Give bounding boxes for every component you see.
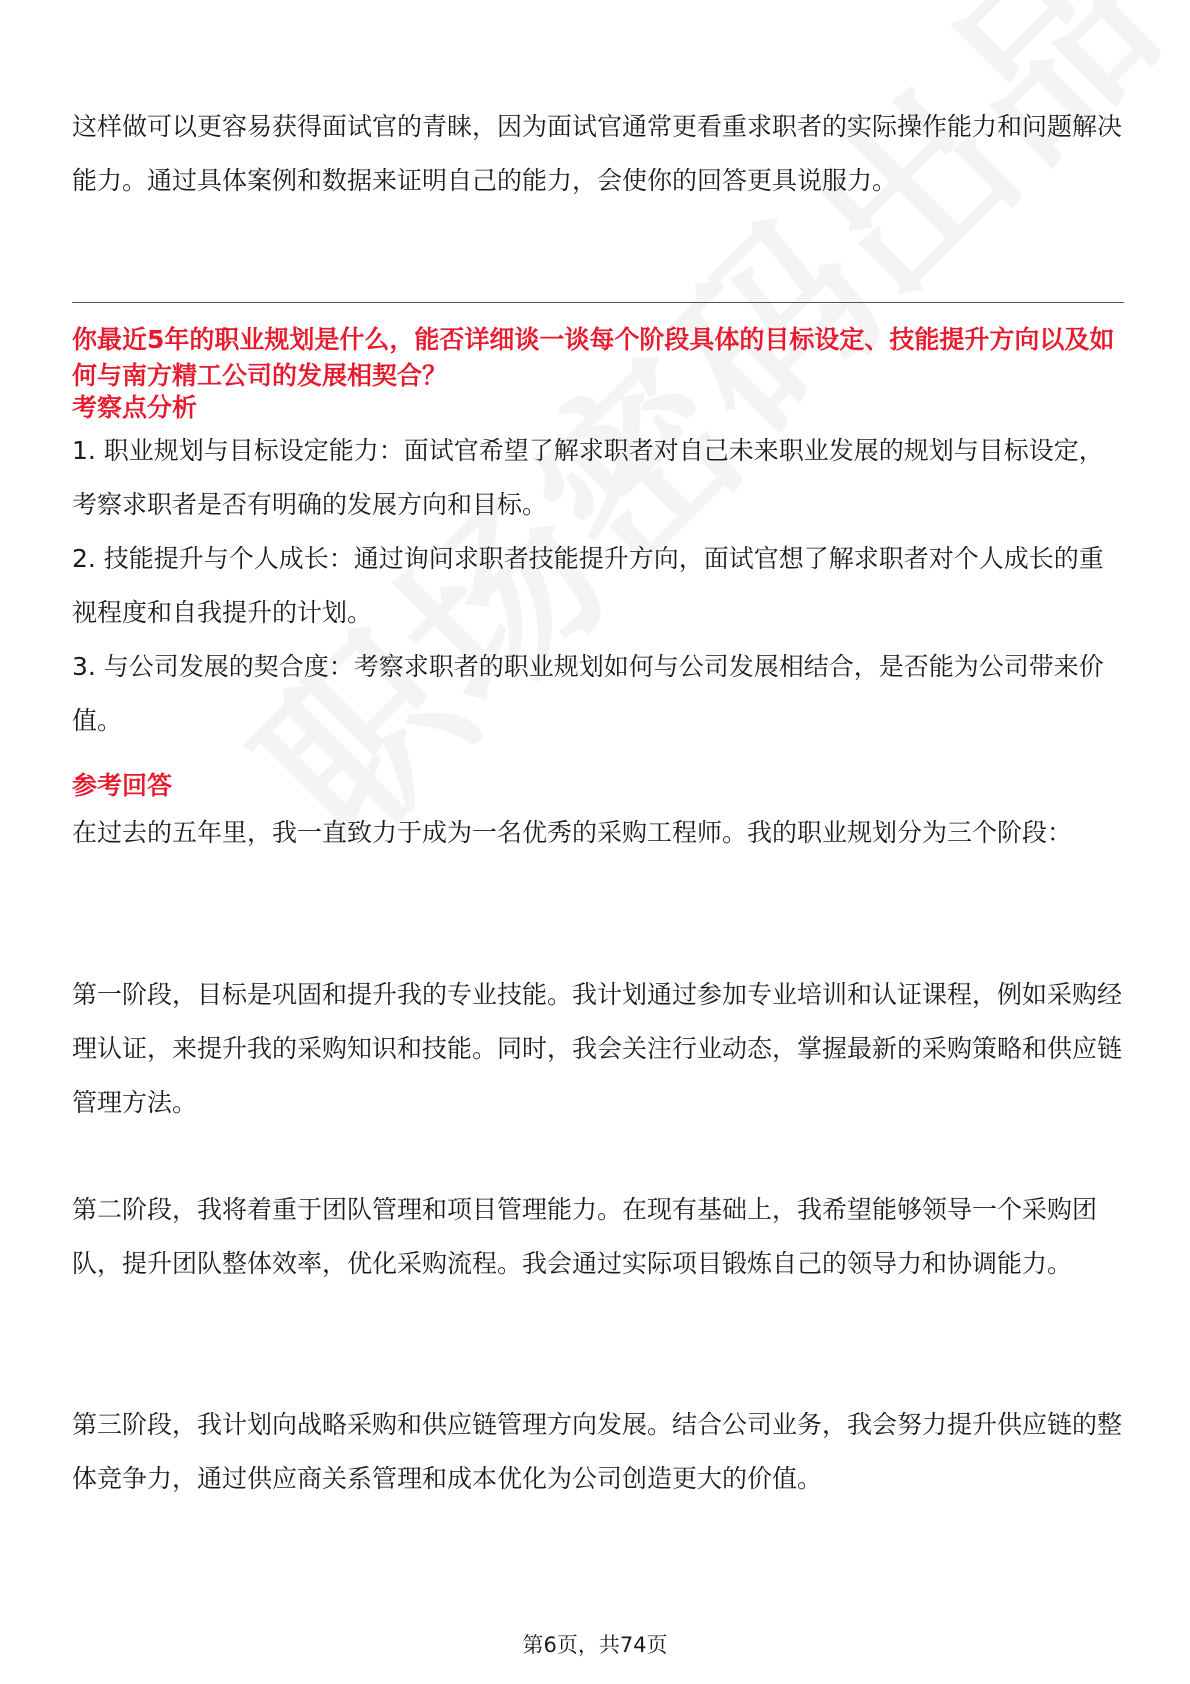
interview-question: 你最近5年的职业规划是什么，能否详细谈一谈每个阶段具体的目标设定、技能提升方向以及如何与南方精工公司的发展相契合？ [72, 325, 1115, 390]
analysis-point-2: 2. 技能提升与个人成长：通过询问求职者技能提升方向，面试官想了解求职者对个人成长的重视程度和自我提升的计划。 [72, 544, 1104, 627]
analysis-point-3: 3. 与公司发展的契合度：考察求职者的职业规划如何与公司发展相结合，是否能为公司带来价值。 [72, 652, 1104, 735]
analysis-point-1: 1. 职业规划与目标设定能力：面试官希望了解求职者对自己未来职业发展的规划与目标设定，考察求职者是否有明确的发展方向和目标。 [72, 436, 1104, 519]
answer-paragraph-intro: 在过去的五年里，我一直致力于成为一名优秀的采购工程师。我的职业规划分为三个阶段： [72, 818, 1073, 847]
answer-paragraph-stage-1: 第一阶段，目标是巩固和提升我的专业技能。我计划通过参加专业培训和认证课程，例如采购经理认证，来提升我的采购知识和技能。同时，我会关注行业动态，掌握最新的采购策略和供应链管理方法。 [72, 980, 1123, 1117]
analysis-heading: 考察点分析 [72, 393, 198, 422]
page-number: 第6页，共74页 [522, 1633, 668, 1657]
section-divider [72, 302, 1124, 303]
answer-heading: 参考回答 [72, 771, 173, 800]
answer-paragraph-stage-3: 第三阶段，我计划向战略采购和供应链管理方向发展。结合公司业务，我会努力提升供应链的整体竞争力，通过供应商关系管理和成本优化为公司创造更大的价值。 [72, 1410, 1123, 1493]
intro-paragraph: 这样做可以更容易获得面试官的青睐，因为面试官通常更看重求职者的实际操作能力和问题解决能力。通过具体案例和数据来证明自己的能力，会使你的回答更具说服力。 [72, 112, 1123, 195]
answer-paragraph-stage-2: 第二阶段，我将着重于团队管理和项目管理能力。在现有基础上，我希望能够领导一个采购团队，提升团队整体效率，优化采购流程。我会通过实际项目锻炼自己的领导力和协调能力。 [72, 1195, 1098, 1278]
